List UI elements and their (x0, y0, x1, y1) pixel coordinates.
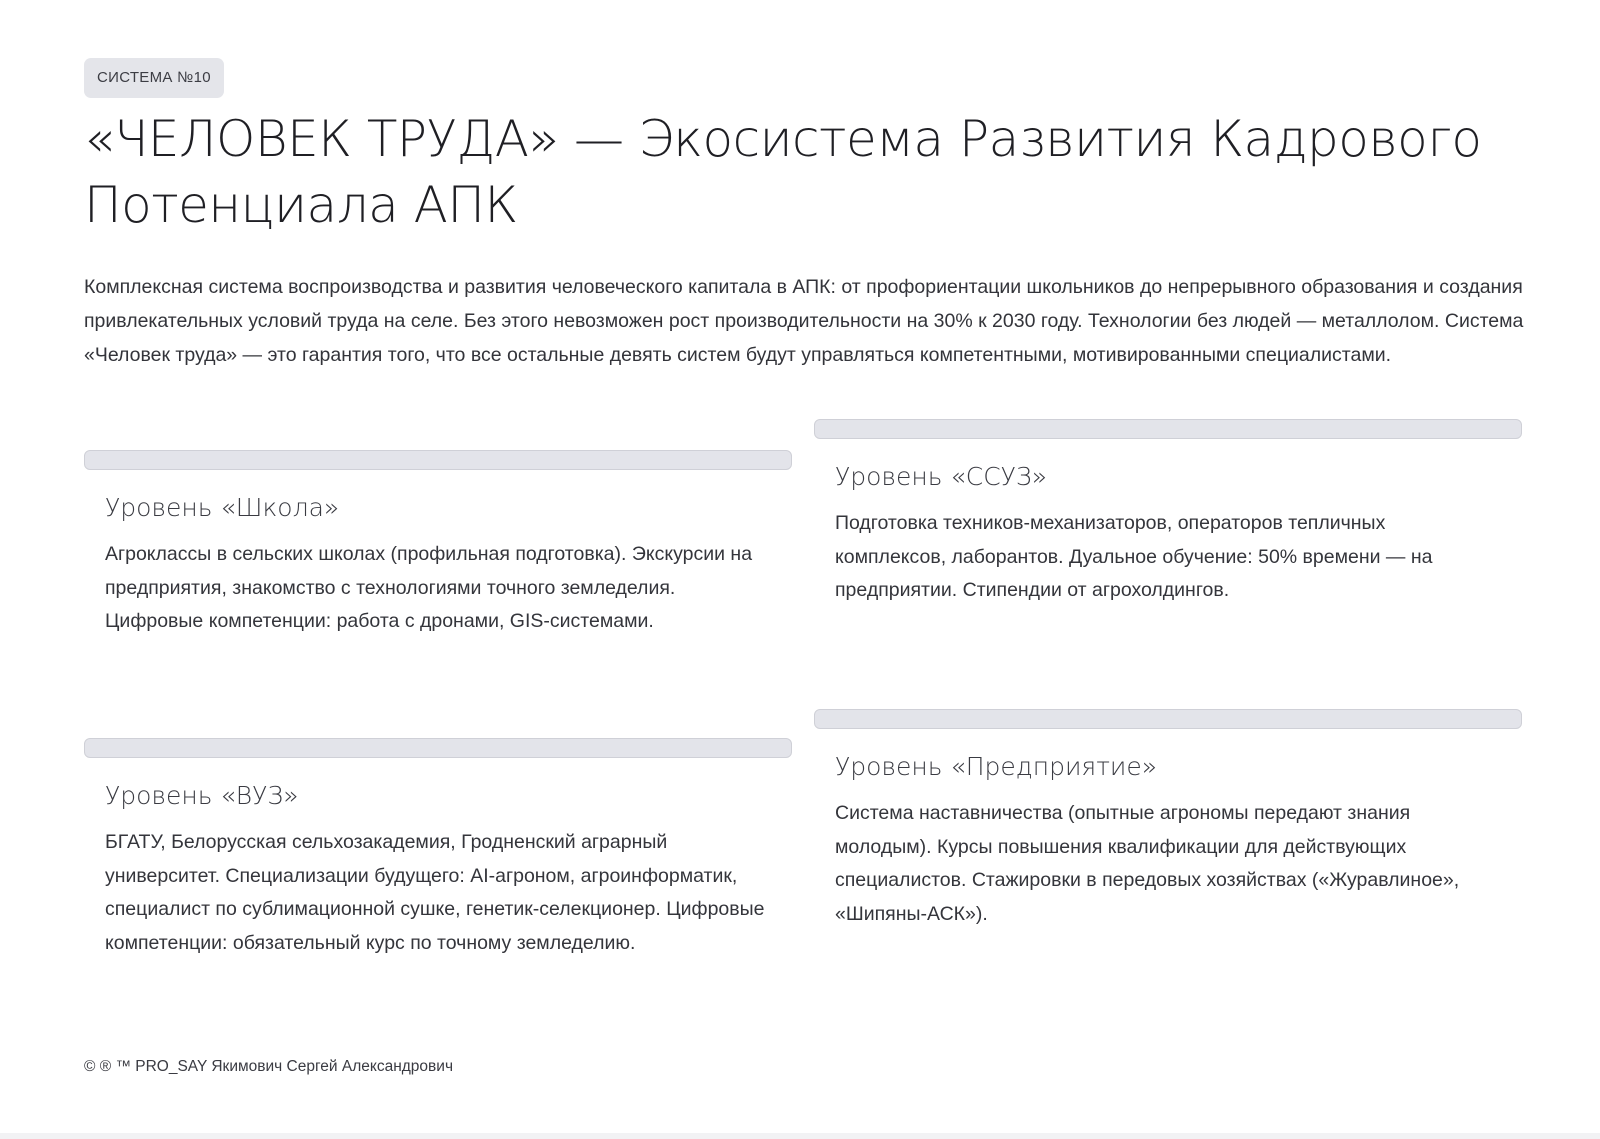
level-card-enterprise (814, 709, 1522, 959)
card-text: Подготовка техников-механизаторов, операторов тепличных комплексов, лаборантов. Дуальное обучение: 50% времени — на предприятии. Стипендии от агрохолдингов. (835, 512, 1433, 601)
page-title: «ЧЕЛОВЕК ТРУДА» — Экосистема Развития Кадрового Потенциала АПК (84, 110, 1482, 234)
level-card-ssuz (814, 419, 1522, 659)
level-card-school (84, 450, 792, 690)
card-title: Уровень «ССУЗ» (835, 462, 1048, 491)
card-title: Уровень «Школа» (105, 493, 340, 522)
bottom-divider (0, 1133, 1600, 1139)
card-title: Уровень «ВУЗ» (105, 781, 299, 810)
card-text: БГАТУ, Белорусская сельхозакадемия, Гродненский аграрный университет. Специализации будущего: AI-агроном, агроинформатик, специалист по сублимационной сушке, генетик-селекционер. Цифровые компетенции: обязательный курс по точному земледелию. (105, 831, 765, 954)
card-title: Уровень «Предприятие» (835, 752, 1158, 781)
system-number-badge: СИСТЕМА №10 (84, 58, 224, 98)
card-header-bar (84, 450, 792, 470)
card-header-bar (814, 419, 1522, 439)
card-text: Агроклассы в сельских школах (профильная подготовка). Экскурсии на предприятия, знакомство с технологиями точного земледелия. Цифровые компетенции: работа с дронами, GIS-системами. (105, 543, 753, 632)
card-header-bar (814, 709, 1522, 729)
level-card-vuz (84, 738, 792, 1018)
intro-paragraph: Комплексная система воспроизводства и развития человеческого капитала в АПК: от профориентации школьников до непрерывного образования и создания привлекательных условий труда на селе. Без этого невозможен рост производительности на 30% к 2030 году. Технологии без людей — металлолом. Система «Человек труда» — это гарантия того, что все остальные девять систем будут управляться компетентными, мотивированными специалистами. (84, 276, 1524, 366)
copyright-footer: © ® ™ PRO_SAY Якимович Сергей Александрович (84, 1058, 454, 1075)
card-header-bar (84, 738, 792, 758)
card-text: Система наставничества (опытные агрономы передают знания молодым). Курсы повышения квалификации для действующих специалистов. Стажировки в передовых хозяйствах («Журавлиное», «Шипяны-АСК»). (835, 802, 1460, 925)
